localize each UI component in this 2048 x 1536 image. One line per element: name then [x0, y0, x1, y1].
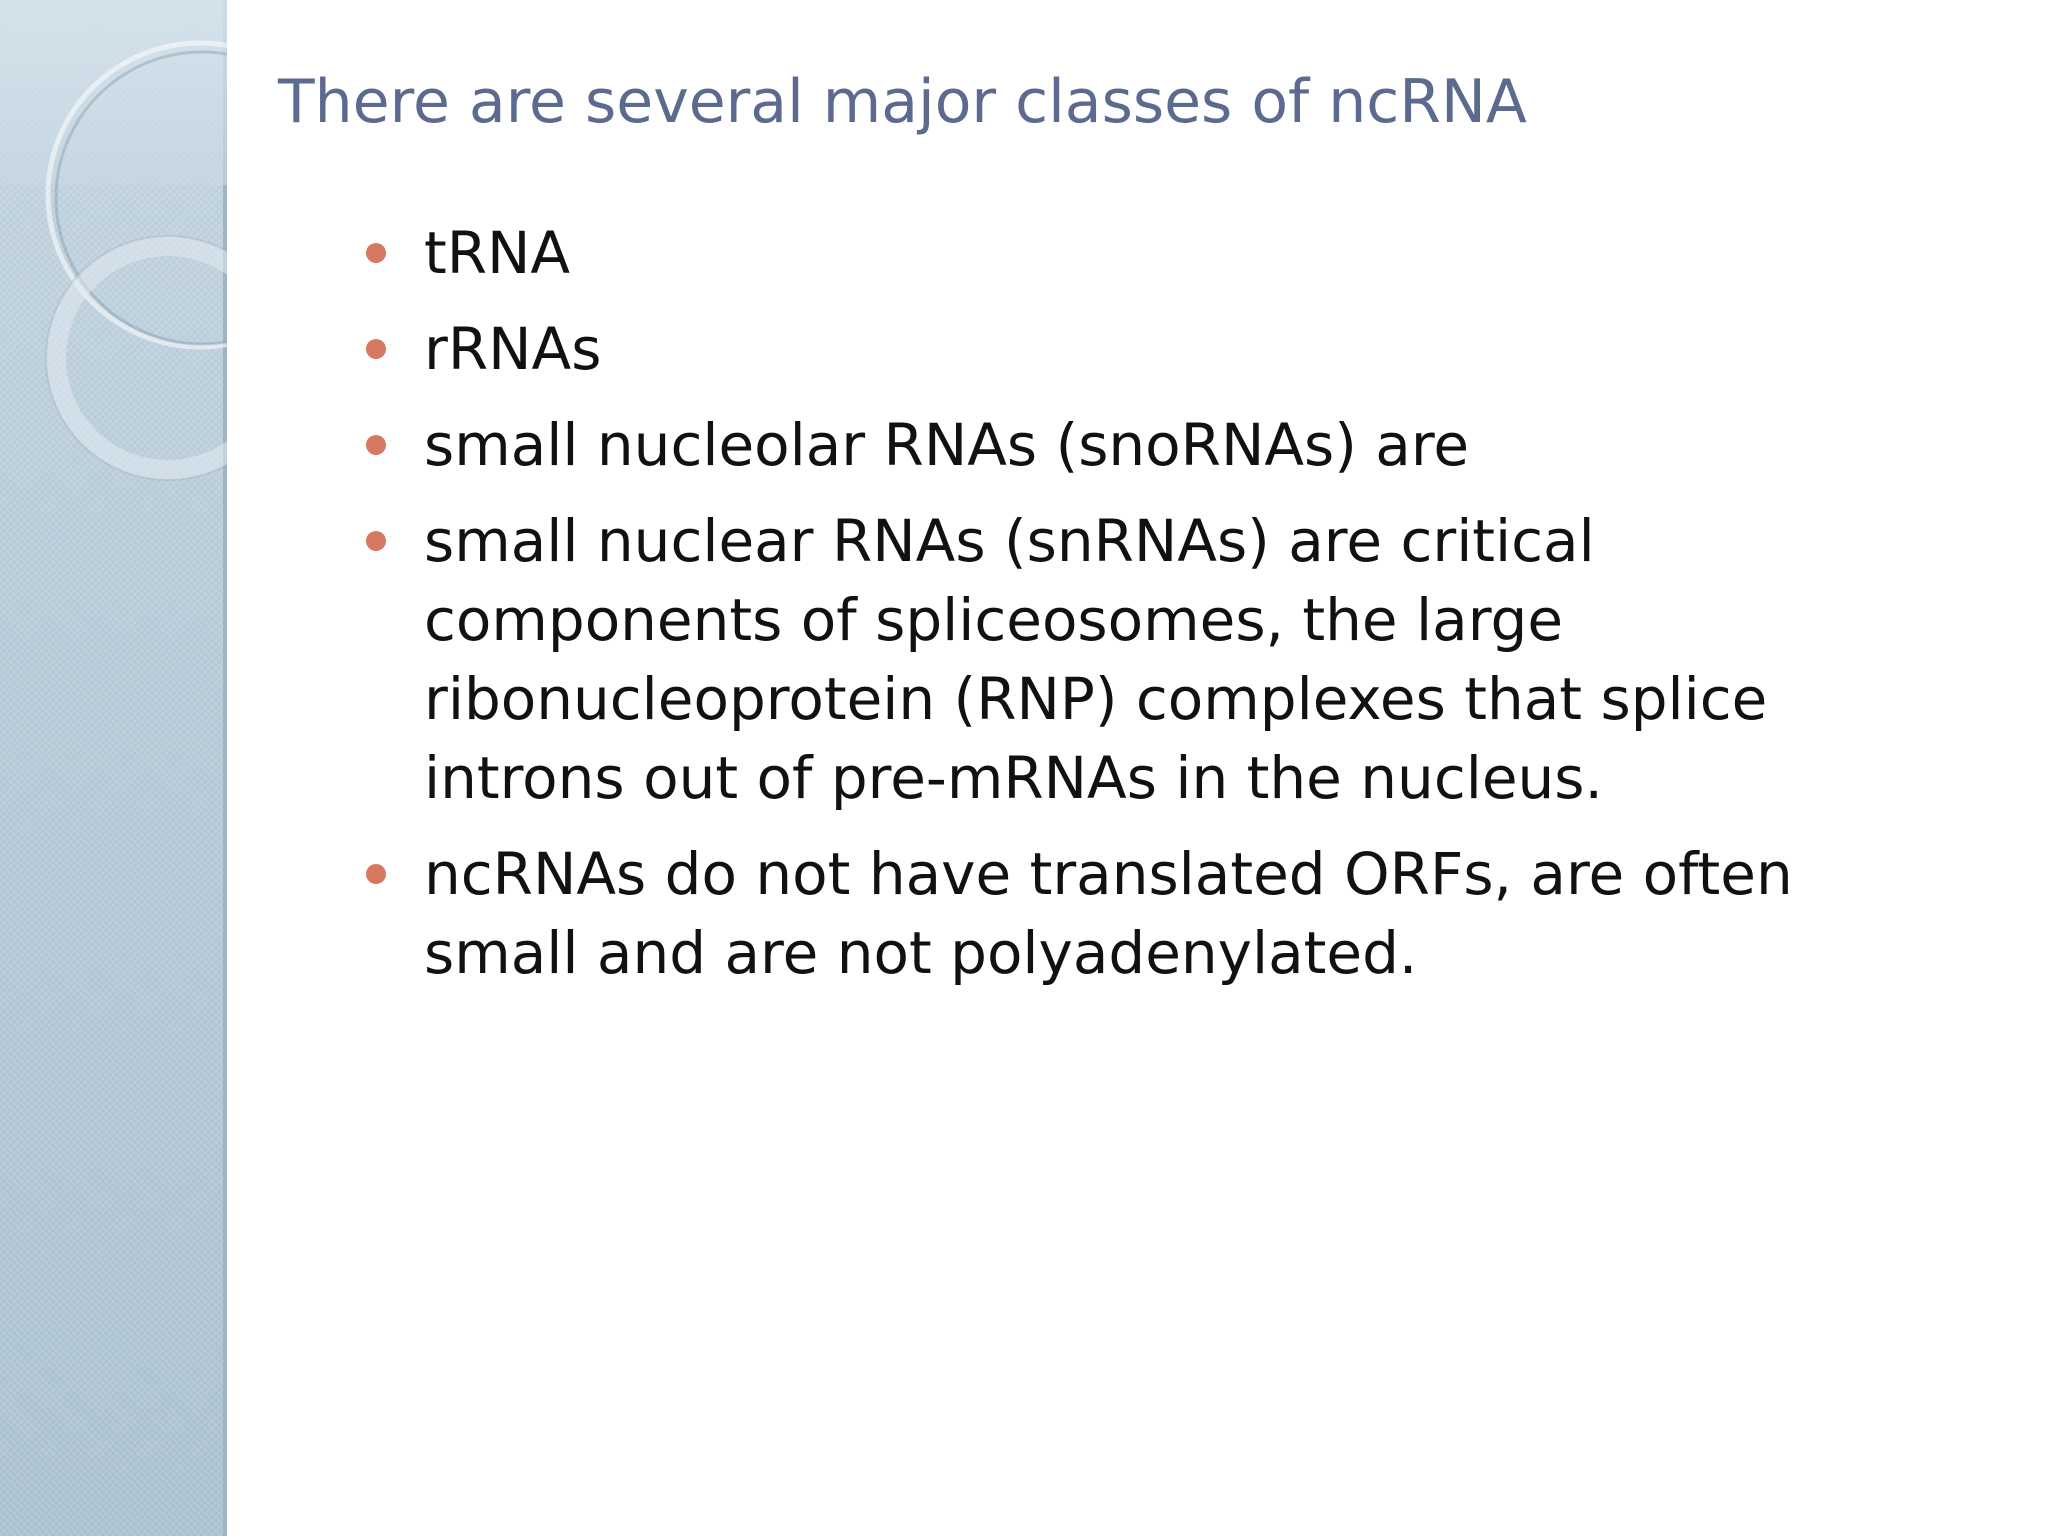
decorative-rings: [0, 0, 227, 520]
slide-title: There are several major classes of ncRNA: [278, 67, 1527, 137]
bullet-text: small nucleolar RNAs (snoRNAs) are: [424, 411, 1470, 479]
small-ring: [56, 246, 227, 470]
bullet-item: [360, 406, 1960, 485]
bullet-text: tRNA: [424, 219, 571, 287]
bullet-item: [360, 310, 1960, 389]
bullet-text: rRNAs: [424, 315, 602, 383]
decorative-sidebar: [0, 0, 227, 1536]
bullet-dot-icon: [366, 435, 386, 455]
bullet-list: [360, 214, 1960, 1010]
small-ring-edge: [46, 236, 227, 480]
bullet-text: ncRNAs do not have translated ORFs, are often small and are not polyadenylated.: [424, 840, 1793, 987]
bullet-text: small nuclear RNAs (snRNAs) are critical components of spliceosomes, the large ribonucleoprotein (RNP) complexes that splice introns out of pre-mRNAs in the nucleus.: [424, 507, 1768, 812]
bullet-dot-icon: [366, 864, 386, 884]
bullet-item: [360, 502, 1960, 818]
bullet-dot-icon: [366, 531, 386, 551]
bullet-item: [360, 214, 1960, 293]
bullet-item: [360, 835, 1960, 993]
bullet-dot-icon: [366, 339, 386, 359]
bullet-dot-icon: [366, 243, 386, 263]
